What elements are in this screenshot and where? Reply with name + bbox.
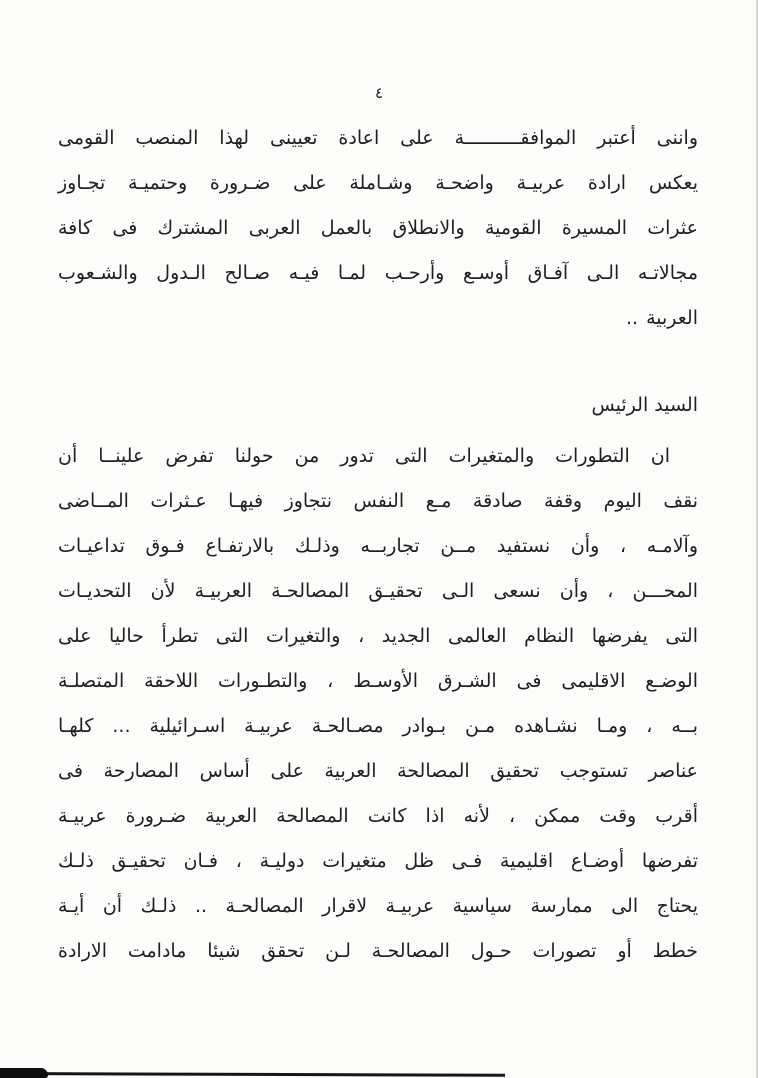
paragraph1-line: العربية .. — [625, 307, 698, 329]
paragraph2-line: يحتاج الى ممارسة سياسية عربيـة لاقرار المصالحـة .. ذلـك أن أيـة — [58, 895, 698, 917]
paragraph2-line: المحـــن ، وأن نسعى الـى تحقيـق المصالحـة العربيـة لأن التحديـات — [58, 580, 698, 602]
paragraph2-line: تفرضها أوضـاع اقليمية فـى ظل متغيرات دوليـة ، فـان تحقيـق ذلـك — [58, 850, 698, 872]
paragraph2-line: عناصر تستوجب تحقيق المصالحة العربية على أساس المصارحة فى — [58, 760, 698, 782]
paragraph1-line: واننى أعتبر الموافقــــــــــة على اعادة تعيينى لهذا المنصب القومى — [58, 127, 698, 149]
paragraph2-line: الوضـع الاقليمى فى الشـرق الأوسـط ، والتطـورات اللاحقة المتصلـة — [58, 670, 698, 692]
salutation: السيد الرئيس — [591, 394, 698, 416]
scan-artifact-bottom-edge — [0, 1072, 505, 1077]
paragraph2-line: أقرب وقت ممكن ، لأنه اذا كانت المصالحة العربية ضـرورة عربيـة — [58, 805, 698, 827]
body-text — [58, 116, 698, 974]
paragraph2-line: بــه ، ومـا نشـاهده مـن بـوادر مصـالحـة عربيـة اسـرائيلية ... كلهـا — [58, 715, 698, 737]
paragraph2-line: خطط أو تصورات حـول المصالحـة لـن تحقق شيئا مادامت الارادة — [58, 940, 698, 962]
paragraph2-line: التى يفرضها النظام العالمى الجديد ، والتغيرات التى تطرأ حاليا على — [58, 625, 698, 647]
paragraph2-line: وآلامـه ، وأن نستفيد مــن تجاربــه وذلـك بالارتفـاع فـوق تداعيـات — [58, 535, 698, 557]
page-number: ٤ — [374, 84, 384, 102]
paragraph1-line: مجالاتـه الـى آفـاق أوسـع وأرحـب لمـا فيـه صـالح الـدول والشـعوب — [58, 262, 698, 284]
scan-artifact-corner — [0, 1068, 48, 1078]
paragraph1-line: يعكس ارادة عربيـة واضحـة وشـاملة على ضـرورة وحتميـة تجـاوز — [58, 172, 698, 194]
paragraph2-line: ان التطورات والمتغيرات التى تدور من حولنا تفرض علينــا أن — [58, 445, 670, 467]
paragraph1-line: عثرات المسيرة القومية والانطلاق بالعمل العربى المشترك فى كافة — [58, 217, 698, 239]
paragraph2-line: نقف اليوم وقفة صادقة مـع النفس نتجاوز فيهـا عـثرات المــاضى — [58, 490, 698, 512]
